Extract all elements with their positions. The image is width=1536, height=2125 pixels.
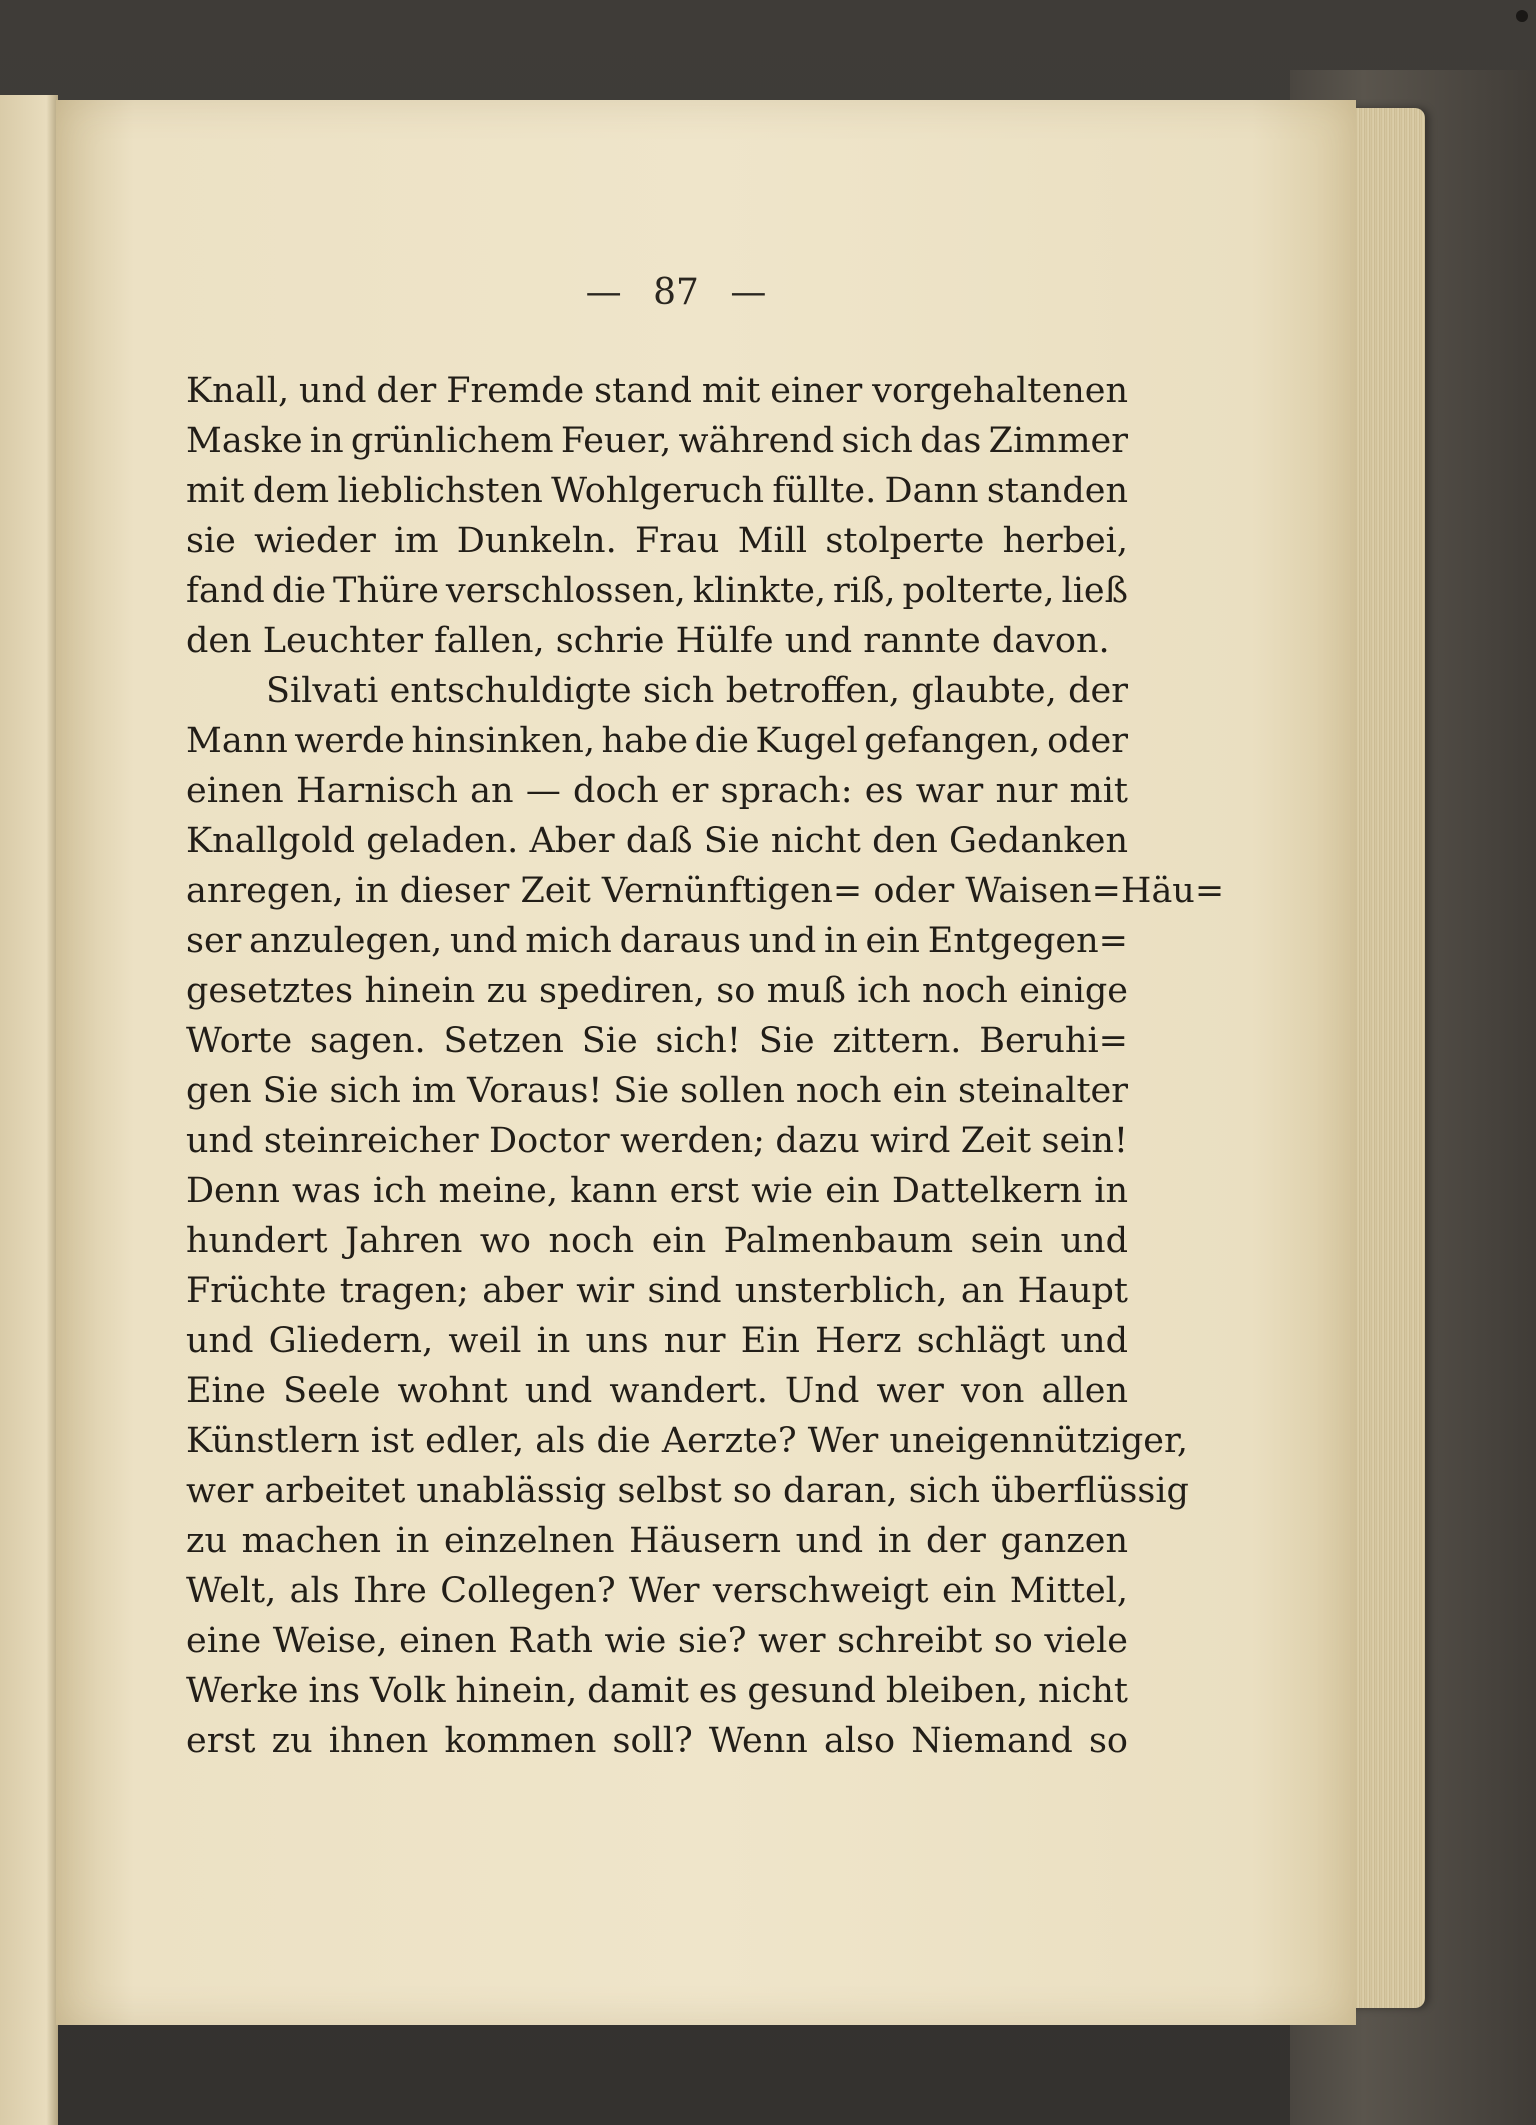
text-line: anregen, in dieser Zeit Vernünftigen= oder Waisen=Häu=	[186, 871, 1225, 911]
text-line: Künstlern ist edler, als die Aerzte? Wer uneigennütziger,	[186, 1421, 1188, 1461]
text-line: Werke ins Volk hinein, damit es gesund bleiben, nicht	[186, 1671, 1128, 1711]
text-line: und steinreicher Doctor werden; dazu wird Zeit sein!	[186, 1121, 1128, 1161]
text-line: eine Weise, einen Rath wie sie? wer schreibt so viele	[186, 1621, 1128, 1661]
text-line: und Gliedern, weil in uns nur Ein Herz schlägt und	[186, 1321, 1128, 1361]
text-line: sie wieder im Dunkeln. Frau Mill stolperte herbei,	[186, 521, 1128, 561]
page-body-text	[186, 366, 1225, 1766]
text-line: Knall, und der Fremde stand mit einer vorgehaltenen	[186, 371, 1128, 411]
text-line: Maske in grünlichem Feuer, während sich das Zimmer	[186, 421, 1128, 461]
text-line: den Leuchter fallen, schrie Hülfe und rannte davon.	[186, 621, 1110, 661]
text-line: Silvati entschuldigte sich betroffen, glaubte, der	[266, 671, 1128, 711]
text-line: ser anzulegen, und mich daraus und in ein Entgegen=	[186, 921, 1128, 961]
text-line: fand die Thüre verschlossen, klinkte, riß, polterte, ließ	[186, 571, 1128, 611]
text-line: Eine Seele wohnt und wandert. Und wer von allen	[186, 1371, 1128, 1411]
text-line: Mann werde hinsinken, habe die Kugel gefangen, oder	[186, 721, 1128, 761]
text-line: erst zu ihnen kommen soll? Wenn also Niemand so	[186, 1721, 1128, 1761]
paragraph-1	[186, 366, 1128, 666]
text-line: hundert Jahren wo noch ein Palmenbaum sein und	[186, 1221, 1128, 1261]
text-line: Knallgold geladen. Aber daß Sie nicht den Gedanken	[186, 821, 1128, 861]
text-line: gen Sie sich im Voraus! Sie sollen noch ein steinalter	[186, 1071, 1128, 1111]
scan-mark-dot	[1516, 10, 1528, 22]
text-line: Worte sagen. Setzen Sie sich! Sie zittern. Beruhi=	[186, 1021, 1128, 1061]
text-line: Früchte tragen; aber wir sind unsterblich, an Haupt	[186, 1271, 1128, 1311]
paragraph-2	[186, 666, 1225, 1766]
text-line: Welt, als Ihre Collegen? Wer verschweigt ein Mittel,	[186, 1571, 1128, 1611]
text-line: gesetztes hinein zu spediren, so muß ich noch einige	[186, 971, 1128, 1011]
text-line: wer arbeitet unablässig selbst so daran, sich überflüssig	[186, 1471, 1189, 1511]
text-line: mit dem lieblichsten Wohlgeruch füllte. Dann standen	[186, 471, 1128, 511]
text-line: zu machen in einzelnen Häusern und in der ganzen	[186, 1521, 1128, 1561]
facing-page-edge	[0, 95, 58, 2125]
text-line: einen Harnisch an — doch er sprach: es war nur mit	[186, 771, 1128, 811]
page-number: — 87 —	[585, 272, 767, 313]
text-line: Denn was ich meine, kann erst wie ein Dattelkern in	[186, 1171, 1128, 1211]
